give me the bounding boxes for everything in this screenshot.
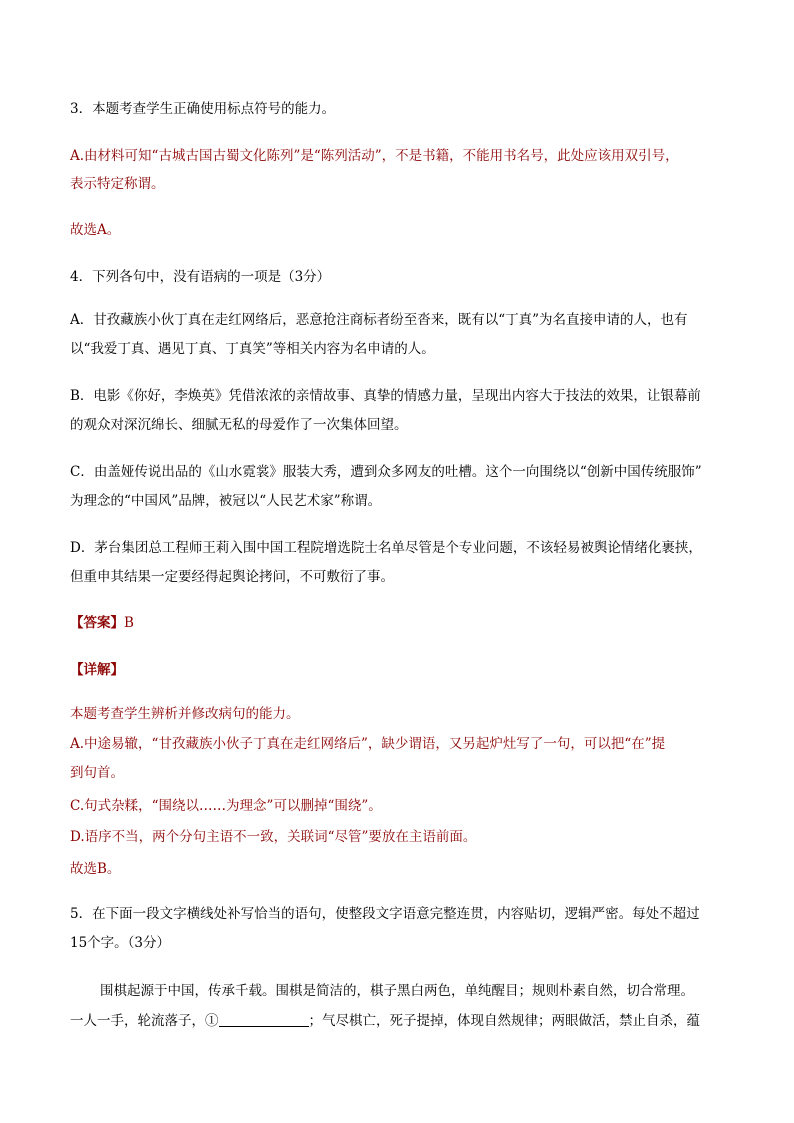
q3-explain-a-line1: A.由材料可知“古城古国古蜀文化陈列”是“陈列活动”，不是书籍，不能用书名号，此处应该用双引号， — [70, 148, 679, 164]
answer-value: B — [124, 615, 134, 631]
q4-option-b-line2: 的观众对深沉绵长、细腻无私的母爱作了一次集体回望。 — [70, 417, 408, 433]
q4-explain-a-line2: 到句首。 — [70, 765, 124, 781]
q4-stem: 4．下列各句中，没有语病的一项是（3分） — [70, 269, 331, 285]
passage-text-before-blank: 一人一手，轮流落子，① — [70, 1013, 219, 1029]
q5-passage-line1: 围棋起源于中国，传承千载。围棋是简洁的，棋子黑白两色，单纯醒目；规则朴素自然，切合常理。 — [100, 983, 694, 999]
answer-tag: 【答案】 — [70, 615, 124, 631]
passage-text-after-blank: ；气尽棋亡，死子提掉，体现自然规律；两眼做活，禁止自杀，蕴 — [308, 1013, 700, 1029]
q4-option-c-line2: 为理念的“中国风”品牌，被冠以“人民艺术家”称谓。 — [70, 493, 382, 509]
q4-option-d-line2: 但重申其结果一定要经得起舆论拷问，不可敷衍了事。 — [70, 569, 394, 585]
q4-option-d-line1: D．茅台集团总工程师王莉入围中国工程院增选院士名单尽管是个专业问题，不该轻易被舆论情绪化裹挟， — [70, 540, 702, 556]
q3-select: 故选A。 — [70, 222, 121, 238]
q4-answer — [70, 610, 732, 636]
answer-blank-1[interactable] — [219, 1012, 309, 1027]
q5-stem-line2: 15个字。（3分） — [70, 935, 171, 951]
q4-explain-d: D.语序不当，两个分句主语不一致，关联词“尽管”要放在主语前面。 — [70, 829, 477, 845]
q4-explain-c: C.句式杂糅，“围绕以……为理念”可以删掉“围绕”。 — [70, 798, 382, 814]
q4-option-b-line1: B．电影《你好，李焕英》凭借浓浓的亲情故事、真挚的情感力量，呈现出内容大于技法的效果，让银幕前 — [70, 388, 701, 404]
q4-option-a-line2: 以“我爱丁真、遇见丁真、丁真笑”等相关内容为名申请的人。 — [70, 341, 435, 357]
q4-explain-head: 本题考查学生辨析并修改病句的能力。 — [70, 706, 300, 722]
q4-detail-tag: 【详解】 — [70, 662, 124, 678]
q3-explain-a-line2: 表示特定称谓。 — [70, 176, 165, 192]
q5-passage-line2 — [70, 1008, 732, 1034]
q4-option-c-line1: C．由盖娅传说出品的《山水霓裳》服装大秀，遭到众多网友的吐槽。这个一向围绕以“创新中国传统服饰” — [70, 464, 702, 480]
q4-option-a-line1: A．甘孜藏族小伙丁真在走红网络后，恶意抢注商标者纷至沓来，既有以“丁真”为名直接申请的人，也有 — [70, 312, 688, 328]
q4-explain-a-line1: A.中途易辙，“甘孜藏族小伙子丁真在走红网络后”，缺少谓语，又另起炉灶写了一句，可以把“在”提 — [70, 736, 666, 752]
q5-stem-line1: 5．在下面一段文字横线处补写恰当的语句，使整段文字语意完整连贯，内容贴切，逻辑严密。每处不超过 — [70, 906, 700, 922]
q4-select: 故选B。 — [70, 861, 121, 877]
q3-heading: 3．本题考查学生正确使用标点符号的能力。 — [70, 101, 336, 117]
